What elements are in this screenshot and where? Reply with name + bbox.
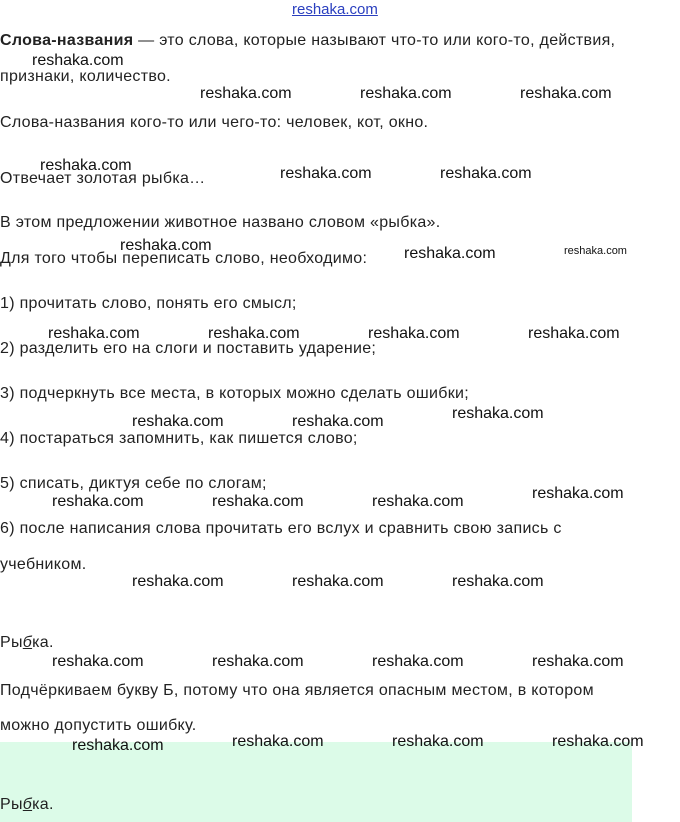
watermark: reshaka.com [48,325,140,342]
watermark: reshaka.com [372,493,464,510]
watermark: reshaka.com [360,85,452,102]
definition-line: Слова-названия — это слова, которые называют что-то или кого-то, действия, [0,32,616,49]
watermark: reshaka.com [564,245,627,257]
answer-word: Рыбка. [0,796,54,813]
watermark: reshaka.com [120,237,212,254]
watermark: reshaka.com [368,325,460,342]
step-6: 6) после написания слова прочитать его вслух и сравнить свою запись с [0,520,562,537]
watermark: reshaka.com [212,653,304,670]
watermark: reshaka.com [32,52,124,69]
watermark: reshaka.com [132,413,224,430]
watermark: reshaka.com [520,85,612,102]
watermark: reshaka.com [440,165,532,182]
step-2: 2) разделить его на слоги и поставить ударение; [0,340,377,357]
watermark: reshaka.com [200,85,292,102]
watermark: reshaka.com [132,573,224,590]
watermark: reshaka.com [372,653,464,670]
watermark: reshaka.com [40,157,132,174]
watermark: reshaka.com [292,573,384,590]
term: Слова-названия [0,32,134,49]
watermark: reshaka.com [404,245,496,262]
watermark: reshaka.com [72,737,164,754]
underlined-letter: б [22,634,33,651]
watermark: reshaka.com [212,493,304,510]
explanation-line: В этом предложении животное названо словом «рыбка». [0,214,441,231]
watermark: reshaka.com [232,733,324,750]
watermark: reshaka.com [532,485,624,502]
definition-line-2: признаки, количество. [0,68,171,85]
procedure-intro: Для того чтобы переписать слово, необходимо: [0,250,368,267]
example-sentence: Отвечает золотая рыбка… [0,170,206,187]
step-3: 3) подчеркнуть все места, в которых можно сделать ошибки; [0,385,469,402]
watermark: reshaka.com [392,733,484,750]
reason-line-2: можно допустить ошибку. [0,717,197,734]
step-6-cont: учебником. [0,556,87,573]
watermark: reshaka.com [208,325,300,342]
reason-line-1: Подчёркиваем букву Б, потому что она является опасным местом, в котором [0,682,594,699]
watermark: reshaka.com [532,653,624,670]
site-link[interactable]: reshaka.com [292,1,378,18]
step-5: 5) списать, диктуя себе по слогам; [0,475,267,492]
watermark: reshaka.com [452,405,544,422]
watermark: reshaka.com [52,653,144,670]
step-4: 4) постараться запомнить, как пишется слово; [0,430,358,447]
watermark: reshaka.com [280,165,372,182]
watermark: reshaka.com [452,573,544,590]
watermark: reshaka.com [292,413,384,430]
names-line: Слова-названия кого-то или чего-то: человек, кот, окно. [0,114,429,131]
watermark: reshaka.com [552,733,644,750]
word-example: Рыбка. [0,634,54,651]
watermark: reshaka.com [52,493,144,510]
answer-underlined-letter: б [22,796,33,813]
step-1: 1) прочитать слово, понять его смысл; [0,295,297,312]
watermark: reshaka.com [528,325,620,342]
